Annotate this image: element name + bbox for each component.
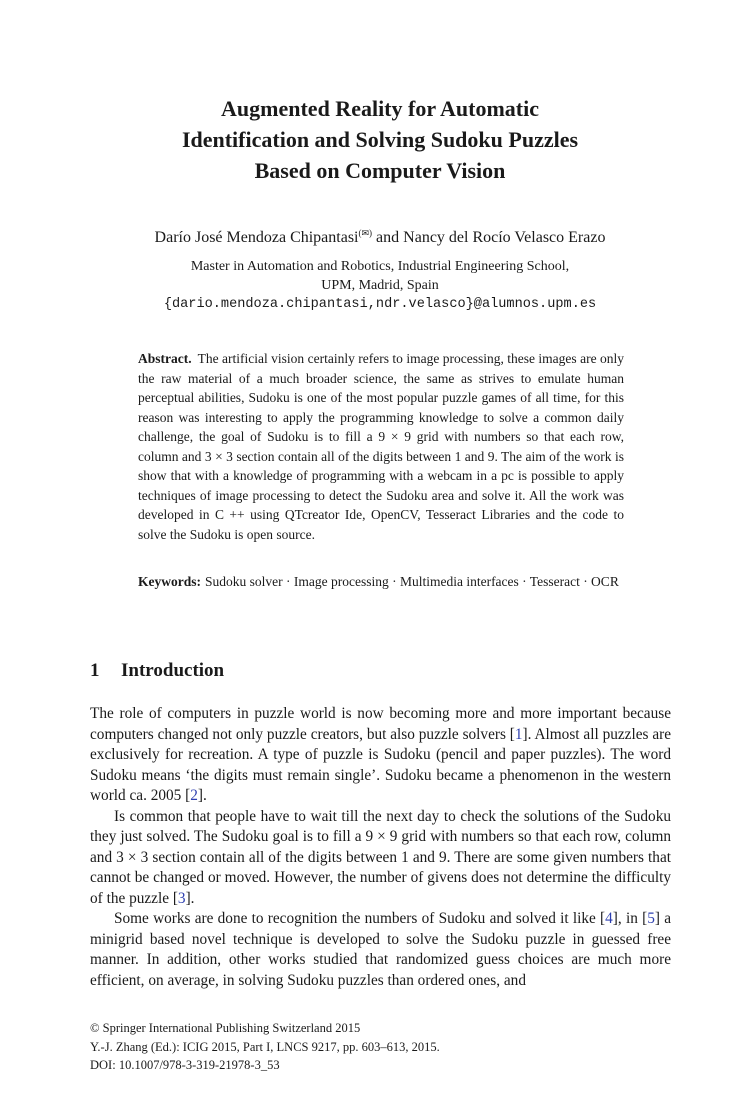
copyright-line: © Springer International Publishing Switzerland 2015	[90, 1021, 361, 1035]
intro-paragraph-3	[90, 909, 671, 991]
section-title: Introduction	[121, 660, 225, 681]
author-1: Darío José Mendoza Chipantasi	[154, 229, 359, 246]
intro-p1-text-b: ]. Almost all puzzles are exclusively for recreation. A type of puzzle is Sudoku (pencil and paper puzzles). The word Sudoku means ‘the digits must remain single’. Sudoku became a phenomenon in the western world ca. 2005 [	[90, 725, 671, 804]
introduction-body	[90, 704, 671, 991]
citation-line: Y.-J. Zhang (Ed.): ICIG 2015, Part I, LNCS 9217, pp. 603–613, 2015.	[90, 1039, 440, 1054]
affiliation-line-2: UPM, Madrid, Spain	[321, 278, 439, 293]
author-list	[60, 222, 700, 249]
citation-link-5[interactable]: 5	[647, 910, 655, 927]
citation-link-2[interactable]: 2	[190, 787, 198, 804]
abstract	[138, 349, 624, 544]
title-line-1: Augmented Reality for Automatic	[221, 96, 539, 121]
abstract-label: Abstract.	[138, 351, 192, 366]
intro-p3-text-b: ], in [	[612, 910, 648, 927]
doi-line[interactable]: DOI: 10.1007/978-3-319-21978-3_53	[90, 1058, 280, 1072]
affiliation-block	[60, 257, 700, 314]
intro-p1-text-a: The role of computers in puzzle world is now becoming more and more important because computers changed not only puzzle creators, but also puzzle solvers [	[90, 705, 671, 743]
author-connector: and	[372, 229, 404, 246]
title-line-2: Identification and Solving Sudoku Puzzles	[181, 127, 579, 152]
affiliation-line-1: Master in Automation and Robotics, Industrial Engineering School,	[190, 259, 570, 274]
author-emails[interactable]: {dario.mendoza.chipantasi,ndr.velasco}@alumnos.upm.es	[163, 297, 597, 312]
intro-p1-text-c: ].	[197, 787, 207, 804]
intro-p3-text-a: Some works are done to recognition the numbers of Sudoku and solved it like [	[114, 910, 606, 927]
section-heading	[90, 659, 224, 683]
citation-link-1[interactable]: 1	[514, 725, 523, 743]
publication-footer	[90, 1019, 670, 1075]
title-line-3: Based on Computer Vision	[254, 158, 506, 183]
keywords-label: Keywords:	[138, 574, 201, 589]
abstract-text: The artificial vision certainly refers to image processing, these images are only the raw material of a much broader science, the same as strives to emulate human perceptual abilities, Sudoku is one of the most popular puzzle games of all time, for this reason was interesting to apply the programming knowledge to solve a common daily challenge, the goal of Sudoku is to fill a 9 × 9 grid with numbers so that each row, column and 3 × 3 section contain all of the digits between 1 and 9. The aim of the work is show that with a knowledge of programming with a webcam in a pc is possible to apply techniques of image processing to detect the Sudoku area and solve it. All the work was developed in C ++ using QTcreator Ide, OpenCV, Tesseract Libraries and the code to solve the Sudoku is open source.	[138, 351, 624, 542]
author-2: Nancy del Rocío Velasco Erazo	[403, 229, 606, 246]
intro-p3-text-c: ] a minigrid based novel technique is developed to solve the Sudoku puzzle in guessed free manner. In addition, other works studied that randomized guess choices are much more efficient, on average, in solving Sudoku puzzles than ordered ones, and	[90, 910, 671, 989]
keywords	[138, 572, 624, 592]
keywords-text: Sudoku solver · Image processing · Multimedia interfaces · Tesseract · OCR	[205, 574, 619, 589]
corresponding-author-mark: (✉)	[358, 228, 373, 238]
intro-p2-text-b: ].	[185, 889, 195, 907]
intro-paragraph-1	[90, 704, 671, 807]
intro-paragraph-2	[90, 807, 671, 910]
section-number: 1	[90, 660, 100, 681]
citation-link-4[interactable]: 4	[605, 910, 613, 927]
paper-title	[90, 93, 670, 186]
citation-link-3[interactable]: 3	[177, 889, 186, 907]
intro-p2-text-a: Is common that people have to wait till the next day to check the solutions of the Sudoku they just solved. The Sudoku goal is to fill a 9 × 9 grid with numbers so that each row, column and 3 × 3 section contain all of the digits between 1 and 9. There are some given numbers that cannot be changed or moved. However, the number of givens does not determine the difficulty of the puzzle [	[90, 807, 671, 907]
